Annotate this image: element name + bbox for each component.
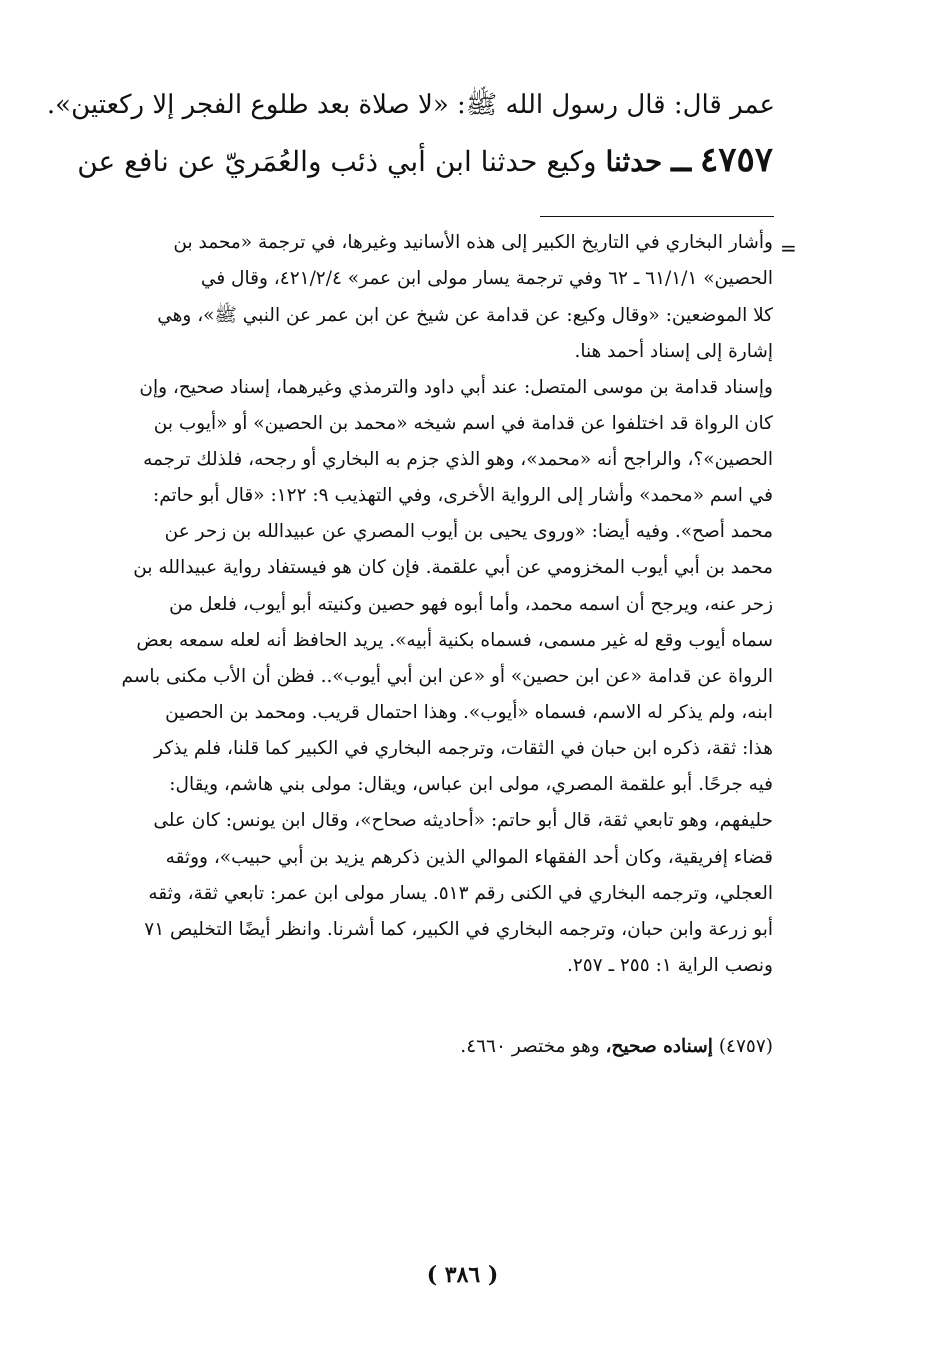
footnote-line: العجلي، وترجمه البخاري في الكنى رقم ٥١٣. يسار مولى ابن عمر: تابعي ثقة، وثقه: [148, 883, 773, 904]
footnote-line: الحصين»؟، والراجح أنه «محمد»، وهو الذي جزم به البخاري أو رجحه، فلذلك ترجمه: [143, 449, 773, 470]
main-text-line-1: [47, 88, 775, 126]
footnote-4757-verdict: إسناده صحيح،: [605, 1036, 713, 1057]
hadith-dash: ــ: [671, 140, 692, 180]
footnote-line: قضاء إفريقية، وكان أحد الفقهاء الموالي الذين ذكرهم يزيد بن أبي حبيب»، ووثقه: [165, 847, 773, 868]
footnote-line: إشارة إلى إسناد أحمد هنا.: [574, 341, 773, 362]
footnote-line: ونصب الراية ١: ٢٥٥ ـ ٢٥٧.: [566, 955, 773, 976]
main-text-line-1-text: عمر قال: قال رسول الله ﷺ: «لا صلاة بعد طلوع الفجر إلا ركعتين».: [46, 90, 775, 120]
hadith-heading-line: [77, 140, 773, 180]
footnote-line: أبو زرعة وابن حبان، وترجمه البخاري في الكبير، كما أشرنا. وانظر أيضًا التخليص ٧١: [144, 919, 773, 940]
footnote-line: هذا: ثقة، ذكره ابن حبان في الثقات، وترجمه البخاري في الكبير كما قلنا، فلم يذكر: [154, 738, 773, 759]
hadith-number: ٤٧٥٧: [699, 140, 773, 180]
footnote-line: سماه أيوب وقع له غير مسمى، فسماه بكنية أبيه». يريد الحافظ أنه لعله سمعه بعض: [136, 630, 773, 651]
footnote-4757: [460, 1036, 773, 1058]
footnote-line: في اسم «محمد» وأشار إلى الرواية الأخرى، وفي التهذيب ٩: ١٢٢: «قال أبو حاتم:: [152, 485, 773, 506]
footnote-4757-note: وهو مختصر ٤٦٦٠.: [460, 1036, 600, 1057]
hadith-narration-keyword: حدثنا: [605, 145, 663, 178]
footnote-line: ابنه، ولم يذكر له الاسم، فسماه «أيوب». وهذا احتمال قريب. ومحمد بن الحصين: [165, 702, 773, 723]
footnote-line: زحر عنه، ويرجح أن اسمه محمد، وأما أبوه فهو حصين وكنيته أبو أيوب، فلعل من: [169, 594, 773, 615]
footnote-line: فيه جرحًا. أبو علقمة المصري، مولى ابن عباس، ويقال: مولى بني هاشم، ويقال:: [169, 774, 773, 795]
footnote-continuation-mark: =: [780, 236, 797, 260]
footnote-line: الرواة عن قدامة «عن ابن حصين» أو «عن ابن أبي أيوب».. فظن أن الأب مكنى باسم: [121, 666, 773, 687]
footnote-line: كان الرواة قد اختلفوا عن قدامة في اسم شيخه «محمد بن الحصين» أو «أيوب بن: [153, 413, 773, 434]
footnote-line: محمد بن أبي أيوب المخزومي عن أبي علقمة. فإن كان هو فيستفاد رواية عبيدالله بن: [133, 557, 773, 578]
footnote-line: محمد أصح». وفيه أيضا: «وروى يحيى بن أيوب المصري عن عبيدالله بن زحر عن: [164, 521, 773, 542]
page-number: ( ٣٨٦ ): [426, 1262, 499, 1288]
footnote-separator: [540, 216, 774, 217]
footnote-line: وإسناد قدامة بن موسى المتصل: عند أبي داود والترمذي وغيرهما، إسناد صحيح، وإن: [139, 377, 773, 398]
footnote-line: حليفهم، وهو تابعي ثقة، قال أبو حاتم: «أحاديثه صحاح»، وقال ابن يونس: كان على: [153, 810, 773, 831]
footnote-line: وأشار البخاري في التاريخ الكبير إلى هذه الأسانيد وغيرها، في ترجمة «محمد بن: [173, 232, 773, 253]
hadith-chain-text: وكيع حدثنا ابن أبي ذئب والعُمَريّ عن نافع عن: [77, 145, 597, 178]
footnote-4757-number: (٤٧٥٧): [718, 1036, 773, 1057]
footnote-line: كلا الموضعين: «وقال وكيع: عن قدامة عن شيخ عن ابن عمر عن النبي ﷺ»، وهي: [157, 305, 773, 326]
footnote-line: الحصين» ٦١/١/١ ـ ٦٢ وفي ترجمة يسار مولى ابن عمر» ٤٢١/٢/٤، وقال في: [200, 268, 773, 289]
